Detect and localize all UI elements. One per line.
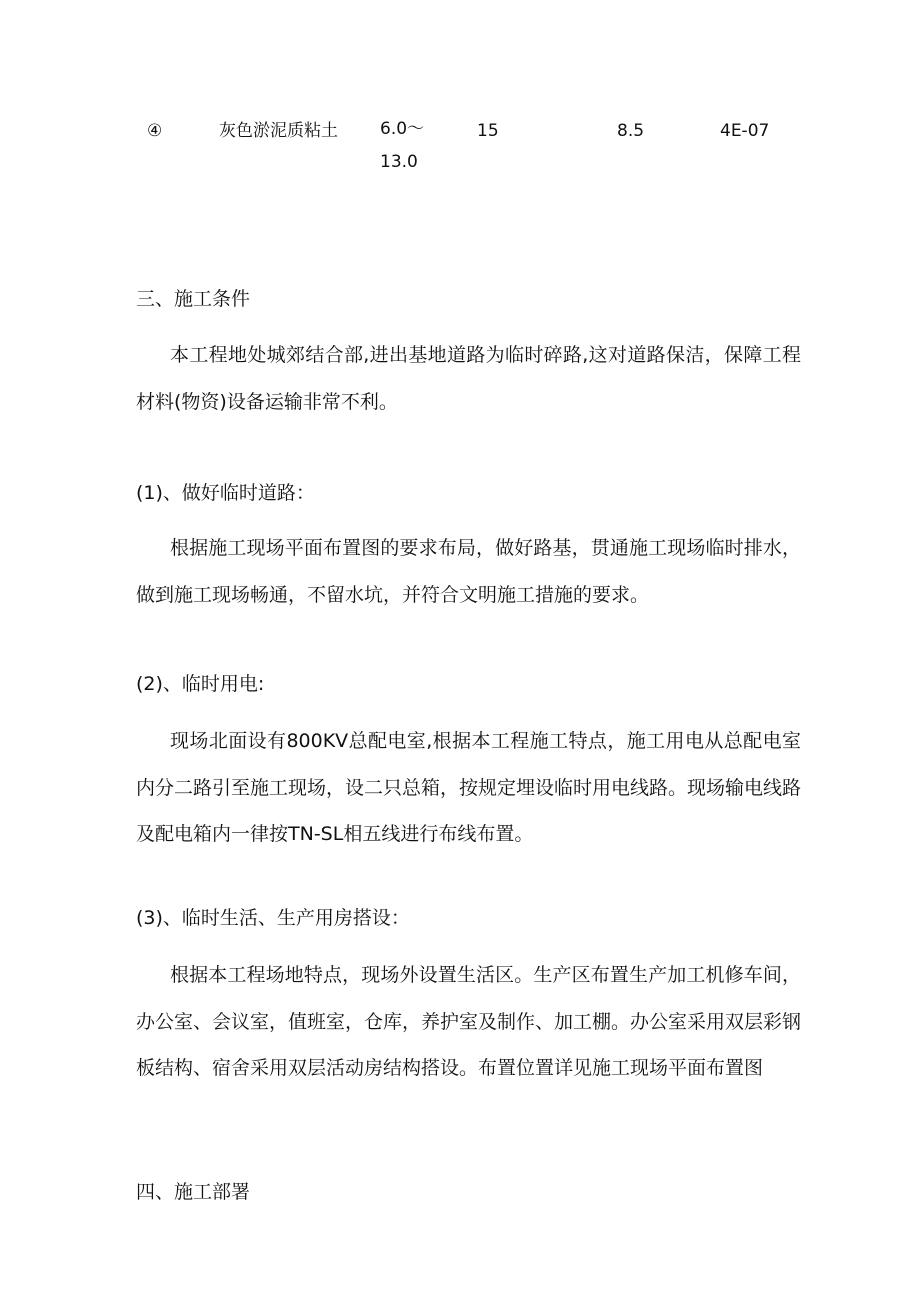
paragraph: 本工程地处城郊结合部,进出基地道路为临时碎路,这对道路保洁，保障工程材料(物资)设备运输非常不利。	[136, 344, 801, 413]
value-cell-a: 15	[477, 121, 499, 141]
value-cell-c: 4E-07	[720, 121, 770, 141]
paragraph: 现场北面设有800KV总配电室,根据本工程施工特点，施工用电从总配电室内分二路引至施工现场，设二只总箱，按规定埋设临时用电线路。现场输电线路及配电箱内一律按TN-SL相五线进行布线布置。	[136, 730, 802, 845]
paragraph: 根据本工程场地特点，现场外设置生活区。生产区布置生产加工机修车间，办公室、会议室，值班室，仓库，养护室及制作、加工棚。办公室采用双层彩钢板结构、宿舍采用双层活动房结构搭设。布置位置详见施工现场平面布置图	[136, 964, 802, 1079]
paragraph: 根据施工现场平面布置图的要求布局，做好路基，贯通施工现场临时排水，做到施工现场畅通，不留水坑，并符合文明施工措施的要求。	[136, 537, 801, 606]
row-index: ④	[147, 121, 163, 141]
value-cell-b: 8.5	[617, 121, 645, 141]
subsection-heading: (1)、做好临时道路：	[136, 482, 315, 504]
subsection-heading: (2)、临时用电:	[136, 673, 265, 695]
section-title: 三、施工条件	[136, 288, 251, 310]
depth-cell-line1: 6.0～	[380, 119, 425, 139]
section-title: 四、施工部署	[136, 1181, 251, 1203]
soil-name-cell: 灰色淤泥质粘土	[219, 121, 338, 141]
depth-cell-line2: 13.0	[380, 152, 418, 172]
subsection-heading: (3)、临时生活、生产用房搭设：	[136, 907, 410, 929]
